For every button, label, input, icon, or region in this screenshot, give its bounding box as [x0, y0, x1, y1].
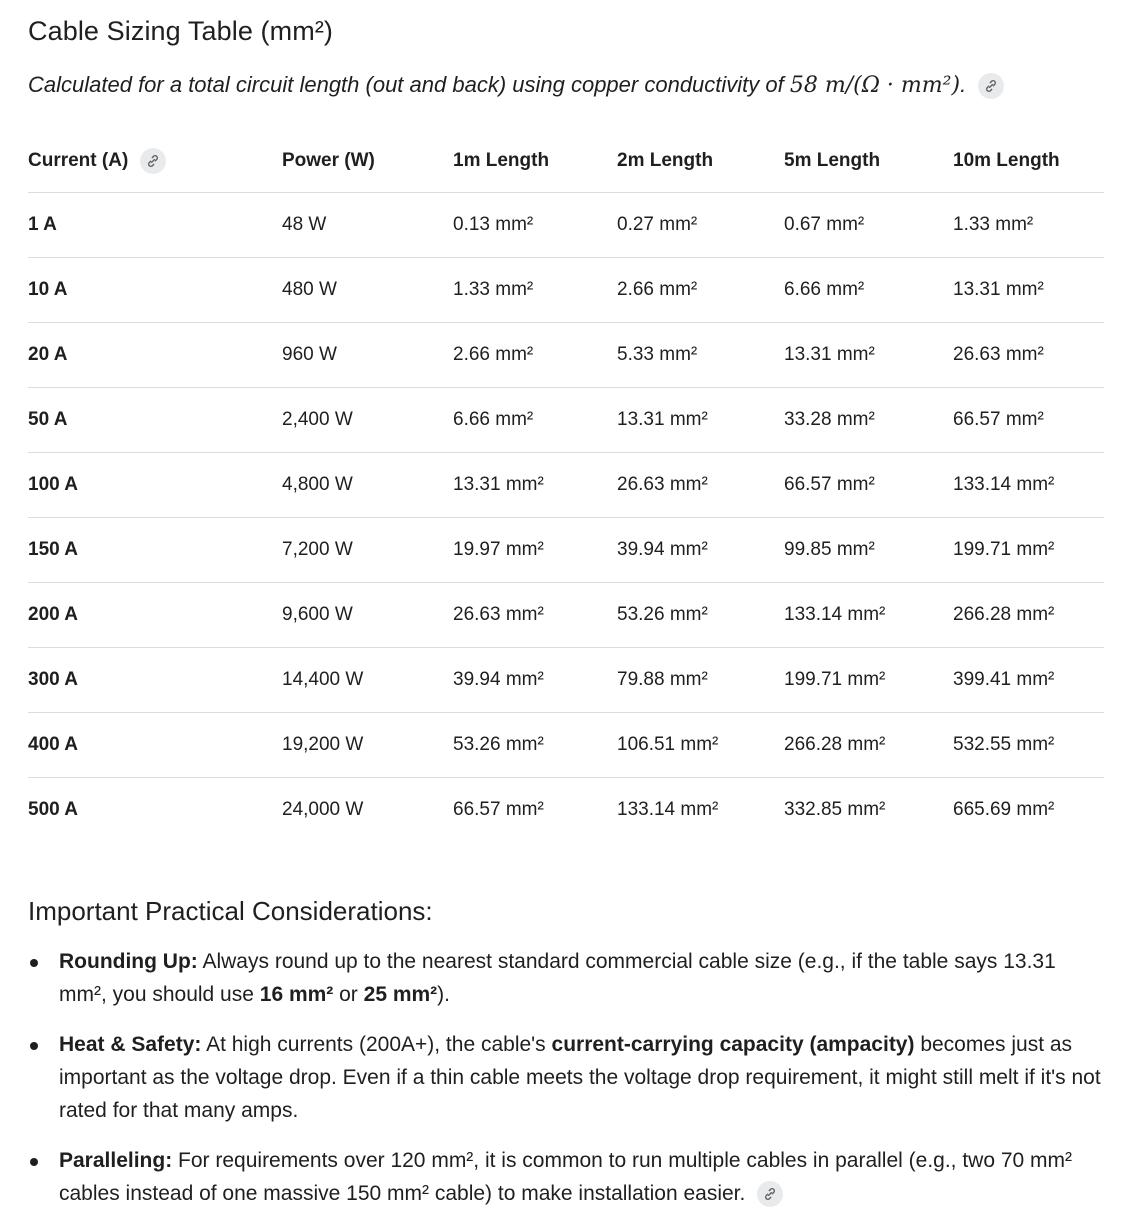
cell-power: 7,200 W	[282, 518, 453, 583]
cell-10m: 13.31 mm²	[953, 258, 1104, 323]
table-row	[28, 778, 1104, 843]
item-text: or	[333, 983, 364, 1006]
cell-1m: 39.94 mm²	[453, 648, 617, 713]
cell-current: 500 A	[28, 799, 78, 820]
considerations-list	[28, 945, 1104, 1227]
cell-1m: 6.66 mm²	[453, 388, 617, 453]
cell-2m: 53.26 mm²	[617, 583, 784, 648]
cell-power: 14,400 W	[282, 648, 453, 713]
cell-1m: 13.31 mm²	[453, 453, 617, 518]
column-header-label: Current (A)	[28, 150, 129, 172]
cell-5m: 199.71 mm²	[784, 648, 953, 713]
item-emphasis: 16 mm²	[259, 983, 334, 1006]
cell-power: 24,000 W	[282, 799, 364, 820]
cell-1m: 1.33 mm²	[453, 258, 617, 323]
item-emphasis: 25 mm²	[363, 983, 438, 1006]
conductivity-formula: 58 m/(Ω · mm²)	[789, 73, 961, 98]
cell-2m: 0.27 mm²	[617, 193, 784, 258]
source-link-button[interactable]	[978, 73, 1004, 99]
cell-current: 1 A	[28, 193, 282, 258]
cell-5m: 0.67 mm²	[784, 193, 953, 258]
column-header-current	[28, 130, 282, 193]
table-row	[28, 258, 1104, 323]
cell-10m: 1.33 mm²	[953, 193, 1104, 258]
table-description	[28, 72, 1004, 99]
cell-10m: 665.69 mm²	[953, 799, 1055, 820]
description-end: .	[960, 72, 967, 97]
cell-5m: 13.31 mm²	[784, 323, 953, 388]
cell-current: 400 A	[28, 713, 282, 778]
table-row	[28, 583, 1104, 648]
page-title: Cable Sizing Table (mm²)	[28, 16, 334, 46]
cell-power: 48 W	[282, 193, 453, 258]
cell-power: 960 W	[282, 323, 453, 388]
cell-1m: 53.26 mm²	[453, 713, 617, 778]
cell-2m: 26.63 mm²	[617, 453, 784, 518]
cell-1m: 26.63 mm²	[453, 583, 617, 648]
description-text: Calculated for a total circuit length (out and back) using copper conductivity of	[28, 72, 790, 97]
cell-current: 50 A	[28, 388, 282, 453]
cell-2m: 5.33 mm²	[617, 323, 784, 388]
cable-sizing-table	[28, 130, 1104, 842]
table-header-row	[28, 130, 1104, 193]
cell-2m: 2.66 mm²	[617, 258, 784, 323]
bullet-icon	[30, 1158, 38, 1166]
column-header-5m: 5m Length	[784, 130, 953, 193]
link-icon	[763, 1187, 777, 1201]
cell-2m: 106.51 mm²	[617, 713, 784, 778]
cell-current: 100 A	[28, 453, 282, 518]
source-link-button[interactable]	[757, 1181, 783, 1207]
cell-current: 20 A	[28, 323, 282, 388]
cell-power: 2,400 W	[282, 388, 453, 453]
cell-power: 19,200 W	[282, 713, 453, 778]
list-item	[28, 945, 1104, 1011]
cell-10m: 399.41 mm²	[953, 648, 1104, 713]
table-row	[28, 453, 1104, 518]
table-row	[28, 648, 1104, 713]
cell-10m: 199.71 mm²	[953, 518, 1104, 583]
table-body	[28, 193, 1104, 843]
cell-2m: 13.31 mm²	[617, 388, 784, 453]
cell-current: 300 A	[28, 648, 282, 713]
cell-1m: 2.66 mm²	[453, 323, 617, 388]
bullet-icon	[30, 959, 38, 967]
cell-power: 4,800 W	[282, 453, 453, 518]
cell-10m: 133.14 mm²	[953, 453, 1104, 518]
cell-current: 10 A	[28, 258, 282, 323]
cell-5m: 133.14 mm²	[784, 583, 953, 648]
column-header-1m: 1m Length	[453, 130, 617, 193]
column-source-link-button[interactable]	[140, 148, 166, 174]
column-header-10m: 10m Length	[953, 130, 1104, 193]
cell-power: 480 W	[282, 258, 453, 323]
cell-1m: 0.13 mm²	[453, 193, 617, 258]
cell-2m: 79.88 mm²	[617, 648, 784, 713]
item-text: Always round up to the nearest standard commercial cable size (e.g., if the table says 13.31 mm², you should use	[59, 950, 1056, 1006]
link-icon	[146, 154, 160, 168]
item-text: At high currents (200A+), the cable's	[201, 1033, 552, 1056]
list-item	[28, 1028, 1104, 1127]
cell-5m: 66.57 mm²	[784, 453, 953, 518]
link-icon	[984, 79, 998, 93]
bullet-icon	[30, 1042, 38, 1050]
column-header-power: Power (W)	[282, 130, 453, 193]
cell-current: 200 A	[28, 583, 282, 648]
cell-2m: 39.94 mm²	[617, 518, 784, 583]
cell-10m: 26.63 mm²	[953, 323, 1104, 388]
cell-power: 9,600 W	[282, 583, 453, 648]
cell-5m: 332.85 mm²	[784, 799, 886, 820]
column-header-2m: 2m Length	[617, 130, 784, 193]
cell-1m: 19.97 mm²	[453, 518, 617, 583]
cell-10m: 266.28 mm²	[953, 583, 1104, 648]
cell-5m: 266.28 mm²	[784, 713, 953, 778]
item-text: ).	[437, 983, 450, 1006]
table-row	[28, 323, 1104, 388]
item-label: Heat & Safety:	[59, 1033, 202, 1056]
item-emphasis: current-carrying capacity (ampacity)	[551, 1033, 915, 1056]
cell-current: 150 A	[28, 518, 282, 583]
cell-5m: 33.28 mm²	[784, 388, 953, 453]
list-item	[28, 1144, 1104, 1210]
table-row	[28, 518, 1104, 583]
table-row	[28, 193, 1104, 258]
cell-5m: 6.66 mm²	[784, 258, 953, 323]
cell-2m: 133.14 mm²	[617, 799, 719, 820]
item-label: Rounding Up:	[59, 950, 198, 973]
cell-1m: 66.57 mm²	[453, 799, 544, 820]
item-label: Paralleling:	[59, 1149, 173, 1172]
cell-10m: 532.55 mm²	[953, 713, 1104, 778]
table-row	[28, 713, 1104, 778]
considerations-heading: Important Practical Considerations:	[28, 896, 433, 926]
table-row	[28, 388, 1104, 453]
item-text: becomes just as important as the voltage drop. Even if a thin cable meets the voltage drop requirement, it might still melt if it's not rated for that many amps.	[59, 1033, 1101, 1122]
item-text: For requirements over 120 mm², it is common to run multiple cables in parallel (e.g., two 70 mm² cables instead of one massive 150 mm² cable) to make installation easier.	[59, 1149, 1073, 1205]
cell-5m: 99.85 mm²	[784, 518, 953, 583]
cell-10m: 66.57 mm²	[953, 388, 1104, 453]
